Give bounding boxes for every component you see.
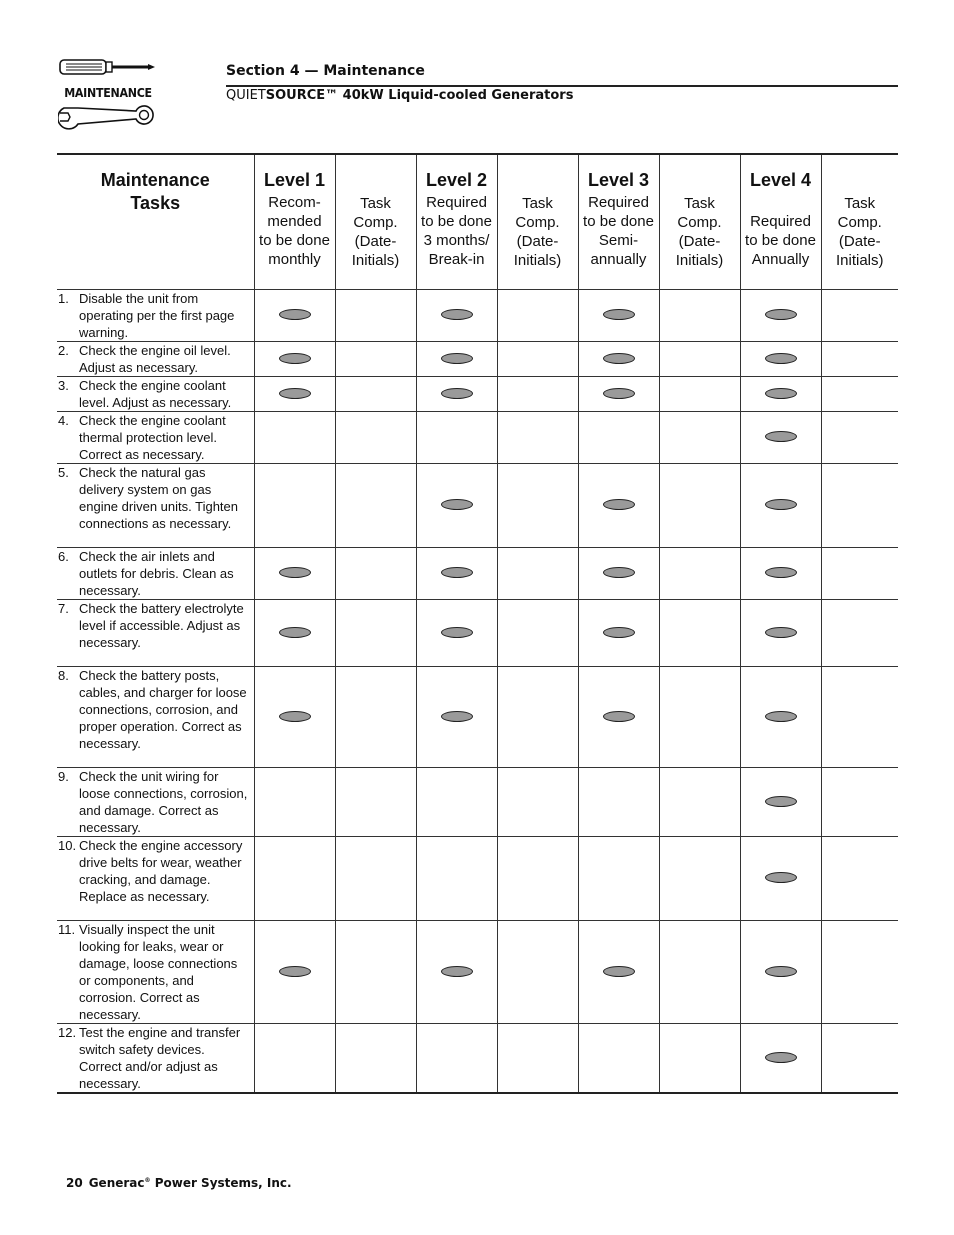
level-title: Level 3	[587, 170, 650, 190]
level-1-completion-cell[interactable]	[335, 547, 416, 599]
level-4-check-cell	[740, 376, 821, 411]
level-2-check-cell	[416, 411, 497, 463]
task-description-cell	[57, 463, 254, 547]
required-marker-icon	[441, 567, 473, 578]
level-1-check-cell	[254, 463, 335, 547]
level-3-check-cell	[578, 920, 659, 1023]
level-2-check-cell	[416, 376, 497, 411]
task-number: 7.	[58, 600, 69, 616]
level-title: Level 4	[749, 170, 812, 190]
level-1-completion-cell[interactable]	[335, 341, 416, 376]
table-row	[57, 547, 898, 599]
level-3-completion-cell[interactable]	[659, 1023, 740, 1093]
required-marker-icon	[765, 309, 797, 320]
level-3-header	[578, 154, 659, 289]
level-3-completion-cell[interactable]	[659, 376, 740, 411]
level-2-check-cell	[416, 836, 497, 920]
table-row	[57, 836, 898, 920]
registered-mark: ®	[144, 1177, 151, 1184]
required-marker-icon	[603, 567, 635, 578]
level-2-check-cell	[416, 547, 497, 599]
level-3-completion-cell[interactable]	[659, 836, 740, 920]
required-marker-icon	[441, 353, 473, 364]
maintenance-schedule-table	[57, 153, 898, 1094]
required-marker-icon	[279, 966, 311, 977]
task-description-cell	[57, 666, 254, 767]
level-3-check-cell	[578, 767, 659, 836]
level-description-line: mended	[267, 213, 322, 230]
level-4-completion-cell[interactable]	[821, 547, 898, 599]
level-2-check-cell	[416, 341, 497, 376]
completion-header-line: Comp.	[353, 214, 398, 231]
level-1-check-cell	[254, 1023, 335, 1093]
level-4-completion-cell[interactable]	[821, 1023, 898, 1093]
required-marker-icon	[441, 627, 473, 638]
table-row	[57, 920, 898, 1023]
level-1-completion-cell[interactable]	[335, 920, 416, 1023]
table-row	[57, 289, 898, 341]
required-marker-icon	[765, 872, 797, 883]
wrench-icon	[58, 102, 158, 132]
task-number: 2.	[58, 342, 69, 358]
document-subtitle	[226, 88, 573, 103]
level-description	[417, 193, 497, 269]
task-text: Check the air inlets and outlets for debris. Clean as necessary.	[79, 548, 234, 598]
level-title: Level 2	[425, 170, 488, 190]
level-3-completion-header	[659, 154, 740, 289]
level-2-completion-cell[interactable]	[497, 666, 578, 767]
completion-header-line: Task	[522, 195, 553, 212]
level-3-check-cell	[578, 599, 659, 666]
level-2-check-cell	[416, 920, 497, 1023]
completion-header-line: Initials)	[351, 252, 400, 269]
task-description-cell	[57, 1023, 254, 1093]
page-number: 20	[66, 1176, 83, 1190]
task-text: Test the engine and transfer switch safety devices. Correct and/or adjust as necessary.	[79, 1024, 241, 1091]
level-3-check-cell	[578, 666, 659, 767]
maintenance-tasks-header	[57, 154, 254, 289]
required-marker-icon	[441, 711, 473, 722]
logo-label: MAINTENANCE	[64, 86, 152, 100]
level-1-completion-cell[interactable]	[335, 376, 416, 411]
required-marker-icon	[765, 353, 797, 364]
completion-header-line: (Date-	[678, 233, 721, 250]
task-number: 1.	[58, 290, 69, 306]
header-rule	[226, 85, 898, 87]
level-2-check-cell	[416, 463, 497, 547]
required-marker-icon	[279, 627, 311, 638]
level-3-check-cell	[578, 836, 659, 920]
level-description-line: Annually	[751, 251, 810, 268]
level-4-completion-cell[interactable]	[821, 289, 898, 341]
table-row	[57, 411, 898, 463]
task-header-line2: Tasks	[130, 193, 181, 213]
task-text: Visually inspect the unit looking for leaks, wear or damage, loose connections or components, and corrosion. Correct as necessary.	[79, 921, 238, 1022]
level-1-check-cell	[254, 920, 335, 1023]
task-number: 6.	[58, 548, 69, 564]
company-name: Generac	[88, 1176, 145, 1190]
required-marker-icon	[765, 431, 797, 442]
level-4-header	[740, 154, 821, 289]
level-3-completion-cell[interactable]	[659, 767, 740, 836]
level-description-line: annually	[590, 251, 647, 268]
level-2-completion-cell[interactable]	[497, 289, 578, 341]
task-description-cell	[57, 341, 254, 376]
completion-header-line: Task	[844, 195, 876, 212]
level-1-completion-cell[interactable]	[335, 411, 416, 463]
level-3-completion-cell[interactable]	[659, 547, 740, 599]
required-marker-icon	[279, 309, 311, 320]
required-marker-icon	[603, 711, 635, 722]
task-description-cell	[57, 547, 254, 599]
page-footer	[66, 1176, 292, 1190]
level-4-check-cell	[740, 341, 821, 376]
level-3-check-cell	[578, 1023, 659, 1093]
level-description-line: Semi-	[598, 232, 639, 249]
completion-header-line: Initials)	[835, 252, 884, 269]
level-2-completion-cell[interactable]	[497, 463, 578, 547]
table-row	[57, 666, 898, 767]
completion-header-line: Initials)	[513, 252, 562, 269]
level-1-check-cell	[254, 547, 335, 599]
level-3-check-cell	[578, 411, 659, 463]
completion-header-line: (Date-	[516, 233, 559, 250]
required-marker-icon	[765, 627, 797, 638]
task-text: Check the natural gas delivery system on gas engine driven units. Tighten connections as necessary.	[79, 464, 238, 531]
task-text: Check the engine coolant level. Adjust as necessary.	[79, 377, 232, 410]
completion-header-line: Task	[684, 195, 715, 212]
task-text: Check the engine oil level. Adjust as necessary.	[79, 342, 231, 375]
level-2-check-cell	[416, 289, 497, 341]
task-number: 11.	[58, 921, 76, 937]
level-3-check-cell	[578, 341, 659, 376]
required-marker-icon	[279, 388, 311, 399]
task-number: 9.	[58, 768, 69, 784]
task-description-cell	[57, 836, 254, 920]
maintenance-logo	[58, 56, 158, 132]
level-4-completion-cell[interactable]	[821, 463, 898, 547]
task-rows	[57, 289, 898, 1093]
task-text: Check the battery posts, cables, and charger for loose connections, corrosion, and proper operation. Correct as necessary.	[79, 667, 247, 751]
level-1-completion-cell[interactable]	[335, 289, 416, 341]
level-4-completion-header	[821, 154, 898, 289]
level-description-line: to be done	[745, 232, 816, 249]
level-1-completion-cell[interactable]	[335, 1023, 416, 1093]
level-4-check-cell	[740, 547, 821, 599]
required-marker-icon	[765, 388, 797, 399]
task-text: Check the engine coolant thermal protection level. Correct as necessary.	[79, 412, 226, 462]
level-description-line: to be done	[259, 232, 330, 249]
level-3-completion-cell[interactable]	[659, 411, 740, 463]
level-1-header	[254, 154, 335, 289]
required-marker-icon	[603, 966, 635, 977]
table-row	[57, 463, 898, 547]
level-1-check-cell	[254, 376, 335, 411]
task-text: Disable the unit from operating per the first page warning.	[79, 290, 235, 340]
level-2-completion-cell[interactable]	[497, 547, 578, 599]
level-2-completion-cell[interactable]	[497, 341, 578, 376]
table-row	[57, 599, 898, 666]
level-3-check-cell	[578, 376, 659, 411]
task-description-cell	[57, 599, 254, 666]
level-2-completion-cell[interactable]	[497, 376, 578, 411]
task-description-cell	[57, 411, 254, 463]
level-2-completion-cell[interactable]	[497, 1023, 578, 1093]
task-number: 5.	[58, 464, 69, 480]
required-marker-icon	[279, 567, 311, 578]
level-2-completion-cell[interactable]	[497, 599, 578, 666]
level-description-line: to be done	[583, 213, 654, 230]
required-marker-icon	[765, 966, 797, 977]
level-2-check-cell	[416, 1023, 497, 1093]
level-4-check-cell	[740, 411, 821, 463]
required-marker-icon	[603, 499, 635, 510]
level-2-check-cell	[416, 767, 497, 836]
level-2-completion-cell[interactable]	[497, 836, 578, 920]
level-2-header	[416, 154, 497, 289]
level-2-check-cell	[416, 666, 497, 767]
level-description-line: monthly	[268, 251, 321, 268]
level-4-check-cell	[740, 463, 821, 547]
level-description-line: Required	[588, 194, 649, 211]
level-description-line	[741, 193, 821, 212]
level-4-check-cell	[740, 920, 821, 1023]
required-marker-icon	[603, 309, 635, 320]
level-4-check-cell	[740, 289, 821, 341]
required-marker-icon	[279, 711, 311, 722]
level-3-completion-cell[interactable]	[659, 920, 740, 1023]
level-description-line: Required	[426, 194, 487, 211]
table-row	[57, 376, 898, 411]
level-1-check-cell	[254, 666, 335, 767]
level-2-completion-header	[497, 154, 578, 289]
level-3-check-cell	[578, 547, 659, 599]
required-marker-icon	[279, 353, 311, 364]
level-3-completion-cell[interactable]	[659, 599, 740, 666]
task-number: 10.	[58, 837, 77, 853]
level-4-completion-cell[interactable]	[821, 920, 898, 1023]
completion-header-line: Comp.	[677, 214, 722, 231]
level-3-completion-cell[interactable]	[659, 341, 740, 376]
level-4-completion-cell[interactable]	[821, 599, 898, 666]
level-1-completion-cell[interactable]	[335, 836, 416, 920]
task-number: 4.	[58, 412, 69, 428]
required-marker-icon	[765, 711, 797, 722]
level-1-check-cell	[254, 411, 335, 463]
task-text: Check the battery electrolyte level if accessible. Adjust as necessary.	[79, 600, 244, 650]
required-marker-icon	[765, 567, 797, 578]
level-4-completion-cell[interactable]	[821, 411, 898, 463]
level-description-line: Break-in	[428, 251, 485, 268]
level-1-completion-cell[interactable]	[335, 599, 416, 666]
level-title: Level 1	[263, 170, 326, 190]
level-1-check-cell	[254, 341, 335, 376]
level-1-completion-cell[interactable]	[335, 463, 416, 547]
level-description	[741, 193, 821, 269]
level-3-completion-cell[interactable]	[659, 666, 740, 767]
level-description-line: Required	[750, 213, 811, 230]
level-4-check-cell	[740, 1023, 821, 1093]
level-3-completion-cell[interactable]	[659, 463, 740, 547]
required-marker-icon	[765, 499, 797, 510]
task-description-cell	[57, 920, 254, 1023]
required-marker-icon	[603, 388, 635, 399]
level-4-check-cell	[740, 836, 821, 920]
required-marker-icon	[603, 353, 635, 364]
task-number: 8.	[58, 667, 69, 683]
level-4-completion-cell[interactable]	[821, 836, 898, 920]
company-name-rest: Power Systems, Inc.	[150, 1176, 292, 1190]
table-row	[57, 767, 898, 836]
task-text: Check the engine accessory drive belts for wear, weather cracking, and damage. Replace as necessary.	[79, 837, 243, 904]
level-1-completion-cell[interactable]	[335, 666, 416, 767]
task-description-cell	[57, 289, 254, 341]
level-3-check-cell	[578, 289, 659, 341]
level-description	[255, 193, 335, 269]
level-2-completion-cell[interactable]	[497, 920, 578, 1023]
level-description	[579, 193, 659, 269]
level-4-check-cell	[740, 666, 821, 767]
level-description-line: to be done	[421, 213, 492, 230]
task-number: 12.	[58, 1024, 77, 1040]
completion-header-line: Comp.	[515, 214, 560, 231]
level-3-check-cell	[578, 463, 659, 547]
level-1-check-cell	[254, 289, 335, 341]
level-description-line: 3 months/	[423, 232, 490, 249]
table-row	[57, 341, 898, 376]
required-marker-icon	[441, 309, 473, 320]
level-1-check-cell	[254, 836, 335, 920]
level-2-completion-cell[interactable]	[497, 767, 578, 836]
table-row	[57, 1023, 898, 1093]
completion-header-line: (Date-	[354, 233, 397, 250]
required-marker-icon	[765, 796, 797, 807]
level-4-completion-cell[interactable]	[821, 666, 898, 767]
level-2-check-cell	[416, 599, 497, 666]
level-1-check-cell	[254, 599, 335, 666]
level-4-completion-cell[interactable]	[821, 767, 898, 836]
level-1-completion-header	[335, 154, 416, 289]
level-1-check-cell	[254, 767, 335, 836]
task-description-cell	[57, 376, 254, 411]
section-title: Section 4 — Maintenance	[226, 63, 425, 79]
subtitle-brand: SOURCE	[265, 88, 326, 103]
task-number: 3.	[58, 377, 69, 393]
level-1-completion-cell[interactable]	[335, 767, 416, 836]
required-marker-icon	[441, 388, 473, 399]
required-marker-icon	[603, 627, 635, 638]
subtitle-prefix: QUIET	[226, 88, 266, 103]
task-text: Check the unit wiring for loose connections, corrosion, and damage. Correct as necessary.	[79, 768, 248, 835]
level-4-completion-cell[interactable]	[821, 341, 898, 376]
task-description-cell	[57, 767, 254, 836]
required-marker-icon	[441, 499, 473, 510]
completion-header-line: Task	[360, 195, 391, 212]
level-4-check-cell	[740, 599, 821, 666]
level-2-completion-cell[interactable]	[497, 411, 578, 463]
completion-header-line: Comp.	[837, 214, 882, 231]
table-header-row	[57, 154, 898, 289]
required-marker-icon	[441, 966, 473, 977]
completion-header-line: Initials)	[675, 252, 724, 269]
level-description-line: Recom-	[268, 194, 321, 211]
subtitle-rest: ™ 40kW Liquid-cooled Generators	[325, 88, 574, 103]
task-header-line1: Maintenance	[100, 170, 210, 190]
required-marker-icon	[765, 1052, 797, 1063]
screwdriver-icon	[58, 56, 158, 80]
level-4-check-cell	[740, 767, 821, 836]
level-4-completion-cell[interactable]	[821, 376, 898, 411]
completion-header-line: (Date-	[838, 233, 881, 250]
level-3-completion-cell[interactable]	[659, 289, 740, 341]
